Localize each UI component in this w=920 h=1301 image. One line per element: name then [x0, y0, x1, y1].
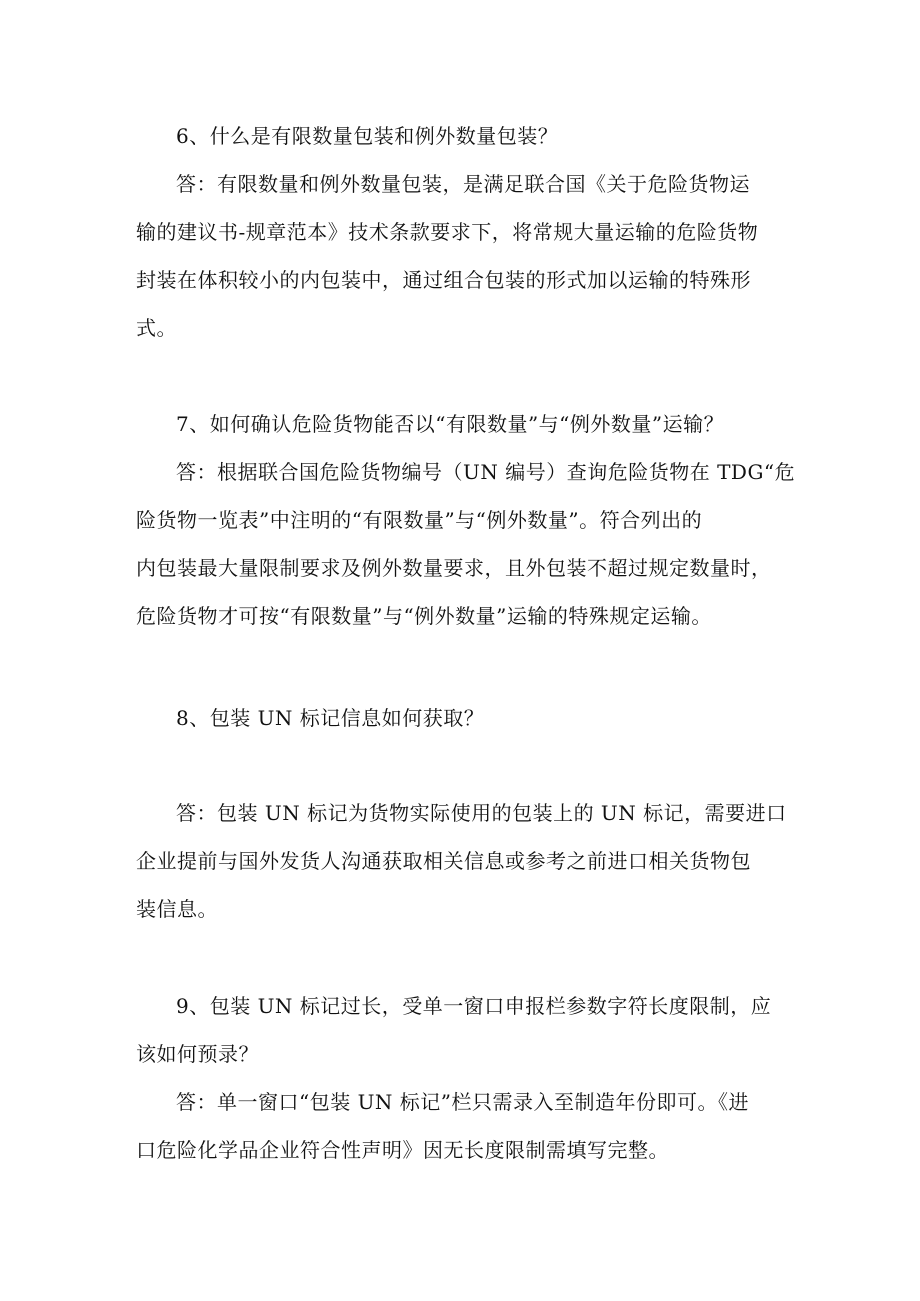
- answer-6-line-4: 式。: [136, 316, 177, 340]
- answer-7-line-4: 危险货物才可按“有限数量”与“例外数量”运输的特殊规定运输。: [136, 604, 712, 628]
- answer-8-line-2: 企业提前与国外发货人沟通获取相关信息或参考之前进口相关货物包: [136, 849, 751, 873]
- question-9-line-1: 9、包装 UN 标记过长，受单一窗口申报栏参数字符长度限制，应: [176, 994, 772, 1018]
- answer-6-line-1: 答：有限数量和例外数量包装，是满足联合国《关于危险货物运: [176, 172, 750, 196]
- question-7-line-1: 7、如何确认危险货物能否以“有限数量”与“例外数量”运输？: [176, 412, 725, 436]
- answer-8-line-3: 装信息。: [136, 897, 218, 921]
- question-8-line-1: 8、包装 UN 标记信息如何获取？: [176, 706, 485, 730]
- answer-9-line-1: 答：单一窗口“包装 UN 标记”栏只需录入至制造年份即可。《进: [176, 1090, 750, 1114]
- answer-6-line-2: 输的建议书-规章范本》技术条款要求下，将常规大量运输的危险货物: [136, 220, 759, 244]
- question-6-line-1: 6、什么是有限数量包装和例外数量包装？: [176, 124, 559, 148]
- answer-7-line-2: 险货物一览表”中注明的“有限数量”与“例外数量”。符合列出的: [136, 508, 703, 532]
- answer-7-line-3: 内包装最大量限制要求及例外数量要求，且外包装不超过规定数量时，: [136, 556, 772, 580]
- question-9-line-2: 该如何预录？: [136, 1042, 259, 1066]
- answer-7-line-1: 答：根据联合国危险货物编号（UN 编号）查询危险货物在 TDG“危: [176, 460, 796, 484]
- answer-9-line-2: 口危险化学品企业符合性声明》因无长度限制需填写完整。: [136, 1138, 669, 1162]
- answer-8-line-1: 答：包装 UN 标记为货物实际使用的包装上的 UN 标记，需要进口: [176, 801, 787, 825]
- answer-6-line-3: 封装在体积较小的内包装中，通过组合包装的形式加以运输的特殊形: [136, 268, 751, 292]
